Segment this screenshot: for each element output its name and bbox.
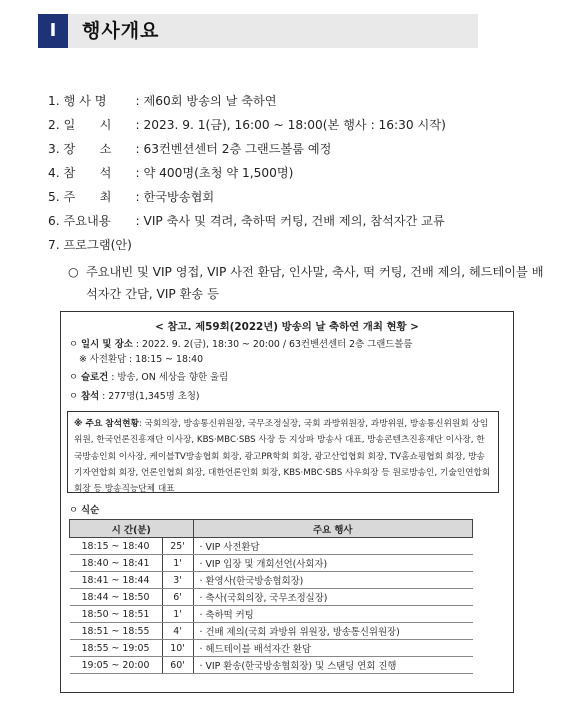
item-value: : 한국방송협회	[135, 190, 215, 204]
section-header	[38, 14, 478, 48]
bullet-icon: ㅇ	[69, 372, 79, 383]
event-cell: · 환영사(한국방송협회장)	[193, 572, 473, 589]
duration-cell: 1'	[162, 555, 193, 572]
outline-item	[48, 185, 568, 209]
bullet-icon: ㅇ	[69, 391, 79, 402]
time-cell: 18:40 ~ 18:41	[70, 555, 163, 572]
item-number: 4.	[48, 166, 60, 180]
slogan-value: : 방송, ON 세상을 향한 울림	[111, 372, 229, 383]
item-label: 장 소	[63, 142, 112, 156]
table-row	[70, 555, 473, 572]
duration-cell: 1'	[162, 606, 193, 623]
table-row	[70, 657, 473, 674]
item-number: 2.	[48, 118, 60, 132]
duration-cell: 6'	[162, 589, 193, 606]
attendance-value: : 277명(1,345명 초청)	[102, 391, 200, 402]
section-title: 행사개요	[82, 20, 160, 42]
event-header: 주요 행사	[193, 520, 473, 538]
duration-cell: 25'	[162, 538, 193, 555]
item-label: 주요내용	[63, 214, 111, 228]
outline-item	[48, 209, 568, 233]
reference-box	[60, 311, 514, 693]
bullet-icon: ㅇ	[69, 505, 79, 516]
duration-cell: 4'	[162, 623, 193, 640]
table-row	[70, 606, 473, 623]
schedule-table	[69, 519, 473, 674]
event-cell: · VIP 환송(한국방송협회장) 및 스탠딩 연회 진행	[193, 657, 473, 674]
item-value: : 63컨벤션센터 2층 그랜드볼룸 예정	[135, 142, 332, 156]
item-label: 프로그램(안)	[63, 238, 132, 252]
event-outline	[48, 89, 568, 257]
table-row	[70, 640, 473, 657]
item-label: 일 시	[63, 118, 112, 132]
reference-title: < 참고. 제59회(2022년) 방송의 날 축하연 개최 현황 >	[155, 321, 419, 333]
item-number: 7.	[48, 238, 60, 252]
time-cell: 18:51 ~ 18:55	[70, 623, 163, 640]
outline-item	[48, 113, 568, 137]
item-label: 주 최	[63, 190, 112, 204]
attendee-note	[67, 411, 499, 493]
outline-item	[48, 89, 568, 113]
outline-item	[48, 161, 568, 185]
outline-item	[48, 137, 568, 161]
item-number: 6.	[48, 214, 60, 228]
date-place-label: 일시 및 장소	[81, 339, 133, 350]
bullet-icon: ㅇ	[69, 339, 79, 350]
event-cell: · 건배 제의(국회 과방위 위원장, 방송통신위원장)	[193, 623, 473, 640]
table-row	[70, 572, 473, 589]
attendance-line	[69, 388, 200, 402]
date-place-line	[69, 336, 412, 350]
item-label: 행 사 명	[63, 94, 107, 108]
duration-cell: 3'	[162, 572, 193, 589]
attendance-label: 참석	[81, 391, 100, 402]
event-cell: · 헤드테이블 배석자간 환담	[193, 640, 473, 657]
circle-bullet-icon: ○	[68, 265, 79, 279]
duration-cell: 60'	[162, 657, 193, 674]
section-number: Ⅰ	[38, 14, 68, 48]
item-value: : 약 400명(초청 약 1,500명)	[135, 166, 294, 180]
program-text: 주요내빈 및 VIP 영접, VIP 사전 환담, 인사말, 축사, 떡 커팅, 건배 제의, 헤드테이블 배석자간 간담, VIP 환송 등	[86, 265, 544, 301]
program-bullet	[68, 261, 548, 305]
item-value: : VIP 축사 및 격려, 축하떡 커팅, 건배 제의, 참석자간 교류	[135, 214, 445, 228]
slogan-label: 슬로건	[81, 372, 109, 383]
table-header-row	[70, 520, 473, 538]
event-cell: · 축하떡 커팅	[193, 606, 473, 623]
item-number: 3.	[48, 142, 60, 156]
time-cell: 18:55 ~ 19:05	[70, 640, 163, 657]
table-row	[70, 623, 473, 640]
event-cell: · 축사(국회의장, 국무조정실장)	[193, 589, 473, 606]
item-value: : 2023. 9. 1(금), 16:00 ~ 18:00(본 행사 : 16:30 시작)	[135, 118, 446, 132]
schedule-label: 식순	[81, 505, 100, 516]
time-header: 시 간(분)	[70, 520, 194, 538]
time-cell: 18:15 ~ 18:40	[70, 538, 163, 555]
time-cell: 18:41 ~ 18:44	[70, 572, 163, 589]
note-text: : 국회의장, 방송통신위원장, 국무조정실장, 국회 과방위원장, 과방위원, 방송통신위원회 상임위원, 한국언론진흥재단 이사장, KBS·MBC·SBS 사장 등 지상파 방송사 대표, 방송콘텐츠진흥재단 이사장, 한국방송인회 이사장, 케이블TV방송협회 회장, 광고PR학회 회장, 광고산업협회 회장, TV홈쇼핑협회 회장, 방송기자연합회 회장, 언론인협회 회장, 대한언론인회 회장, KBS·MBC·SBS 사우회장 등 원로방송인, 기술인연합회 회장 등 방송직능단체 대표	[74, 419, 491, 495]
time-cell: 18:50 ~ 18:51	[70, 606, 163, 623]
slogan-line	[69, 369, 228, 383]
event-cell: · VIP 사전환담	[193, 538, 473, 555]
time-cell: 18:44 ~ 18:50	[70, 589, 163, 606]
time-cell: 19:05 ~ 20:00	[70, 657, 163, 674]
item-label: 참 석	[63, 166, 112, 180]
table-row	[70, 538, 473, 555]
pre-talk-note: ※ 사전환담 : 18:15 ~ 18:40	[79, 354, 204, 365]
schedule-heading	[69, 502, 99, 516]
item-number: 5.	[48, 190, 60, 204]
table-row	[70, 589, 473, 606]
item-number: 1.	[48, 94, 60, 108]
outline-item	[48, 233, 568, 257]
item-value: : 제60회 방송의 날 축하연	[135, 94, 277, 108]
date-place-value: : 2022. 9. 2(금), 18:30 ~ 20:00 / 63컨벤션센터 2층 그랜드볼룸	[135, 339, 413, 350]
duration-cell: 10'	[162, 640, 193, 657]
event-cell: · VIP 입장 및 개회선언(사회자)	[193, 555, 473, 572]
note-label: ※ 주요 참석현황	[74, 419, 139, 429]
